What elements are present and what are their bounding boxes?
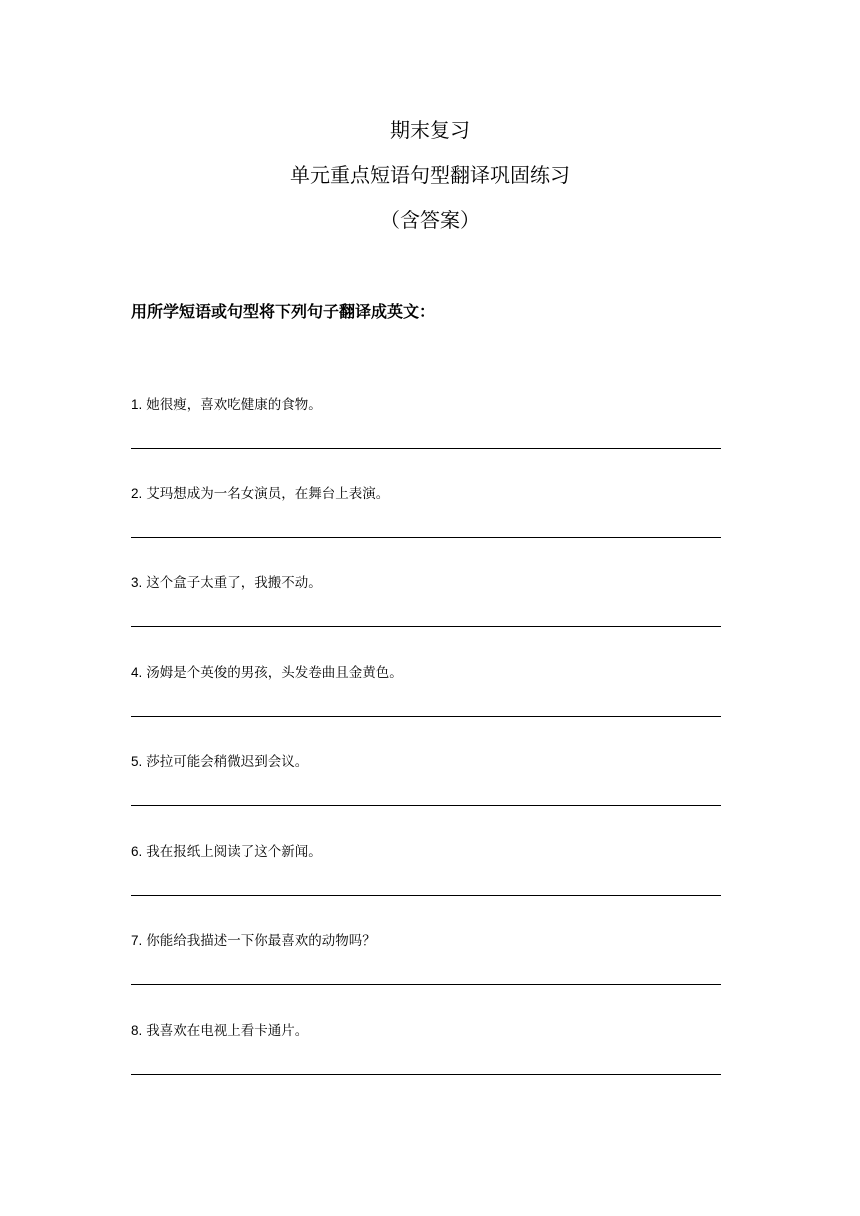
answer-line[interactable]: [131, 1074, 721, 1075]
title-line-2: 单元重点短语句型翻译巩固练习: [290, 163, 570, 187]
title-line-3: （含答案）: [380, 208, 480, 232]
question-number: 7.: [131, 933, 143, 948]
question-number: 2.: [131, 486, 143, 501]
question-item-5: [131, 753, 721, 813]
answer-line[interactable]: [131, 448, 721, 449]
answer-line[interactable]: [131, 895, 721, 896]
answer-line[interactable]: [131, 716, 721, 717]
answer-line[interactable]: [131, 626, 721, 627]
question-item-2: [131, 485, 721, 545]
question-sentence: 汤姆是个英俊的男孩，头发卷曲且金黄色。: [146, 665, 403, 681]
question-item-4: [131, 664, 721, 724]
document-title: [0, 118, 860, 232]
question-text: [131, 843, 721, 861]
question-item-8: [131, 1022, 721, 1082]
question-sentence: 她很瘦，喜欢吃健康的食物。: [146, 397, 322, 413]
question-item-7: [131, 932, 721, 992]
question-sentence: 莎拉可能会稍微迟到会议。: [146, 754, 309, 770]
question-text: [131, 396, 721, 414]
question-text: [131, 932, 721, 950]
question-number: 5.: [131, 754, 143, 769]
question-sentence: 这个盒子太重了，我搬不动。: [146, 575, 322, 591]
question-text: [131, 485, 721, 503]
question-number: 4.: [131, 665, 143, 680]
question-item-1: [131, 396, 721, 456]
question-text: [131, 664, 721, 682]
question-sentence: 我在报纸上阅读了这个新闻。: [146, 844, 322, 860]
question-sentence: 艾玛想成为一名女演员，在舞台上表演。: [146, 486, 390, 502]
answer-line[interactable]: [131, 805, 721, 806]
question-number: 3.: [131, 575, 143, 590]
question-text: [131, 1022, 721, 1040]
answer-line[interactable]: [131, 984, 721, 985]
question-item-3: [131, 574, 721, 634]
question-number: 1.: [131, 397, 143, 412]
question-number: 6.: [131, 844, 143, 859]
title-line-1: 期末复习: [390, 118, 470, 142]
question-number: 8.: [131, 1023, 143, 1038]
instruction-heading: 用所学短语或句型将下列句子翻译成英文：: [131, 302, 436, 321]
question-text: [131, 574, 721, 592]
question-sentence: 你能给我描述一下你最喜欢的动物吗？: [146, 933, 376, 949]
answer-line[interactable]: [131, 537, 721, 538]
question-item-6: [131, 843, 721, 903]
question-text: [131, 753, 721, 771]
question-sentence: 我喜欢在电视上看卡通片。: [146, 1023, 309, 1039]
